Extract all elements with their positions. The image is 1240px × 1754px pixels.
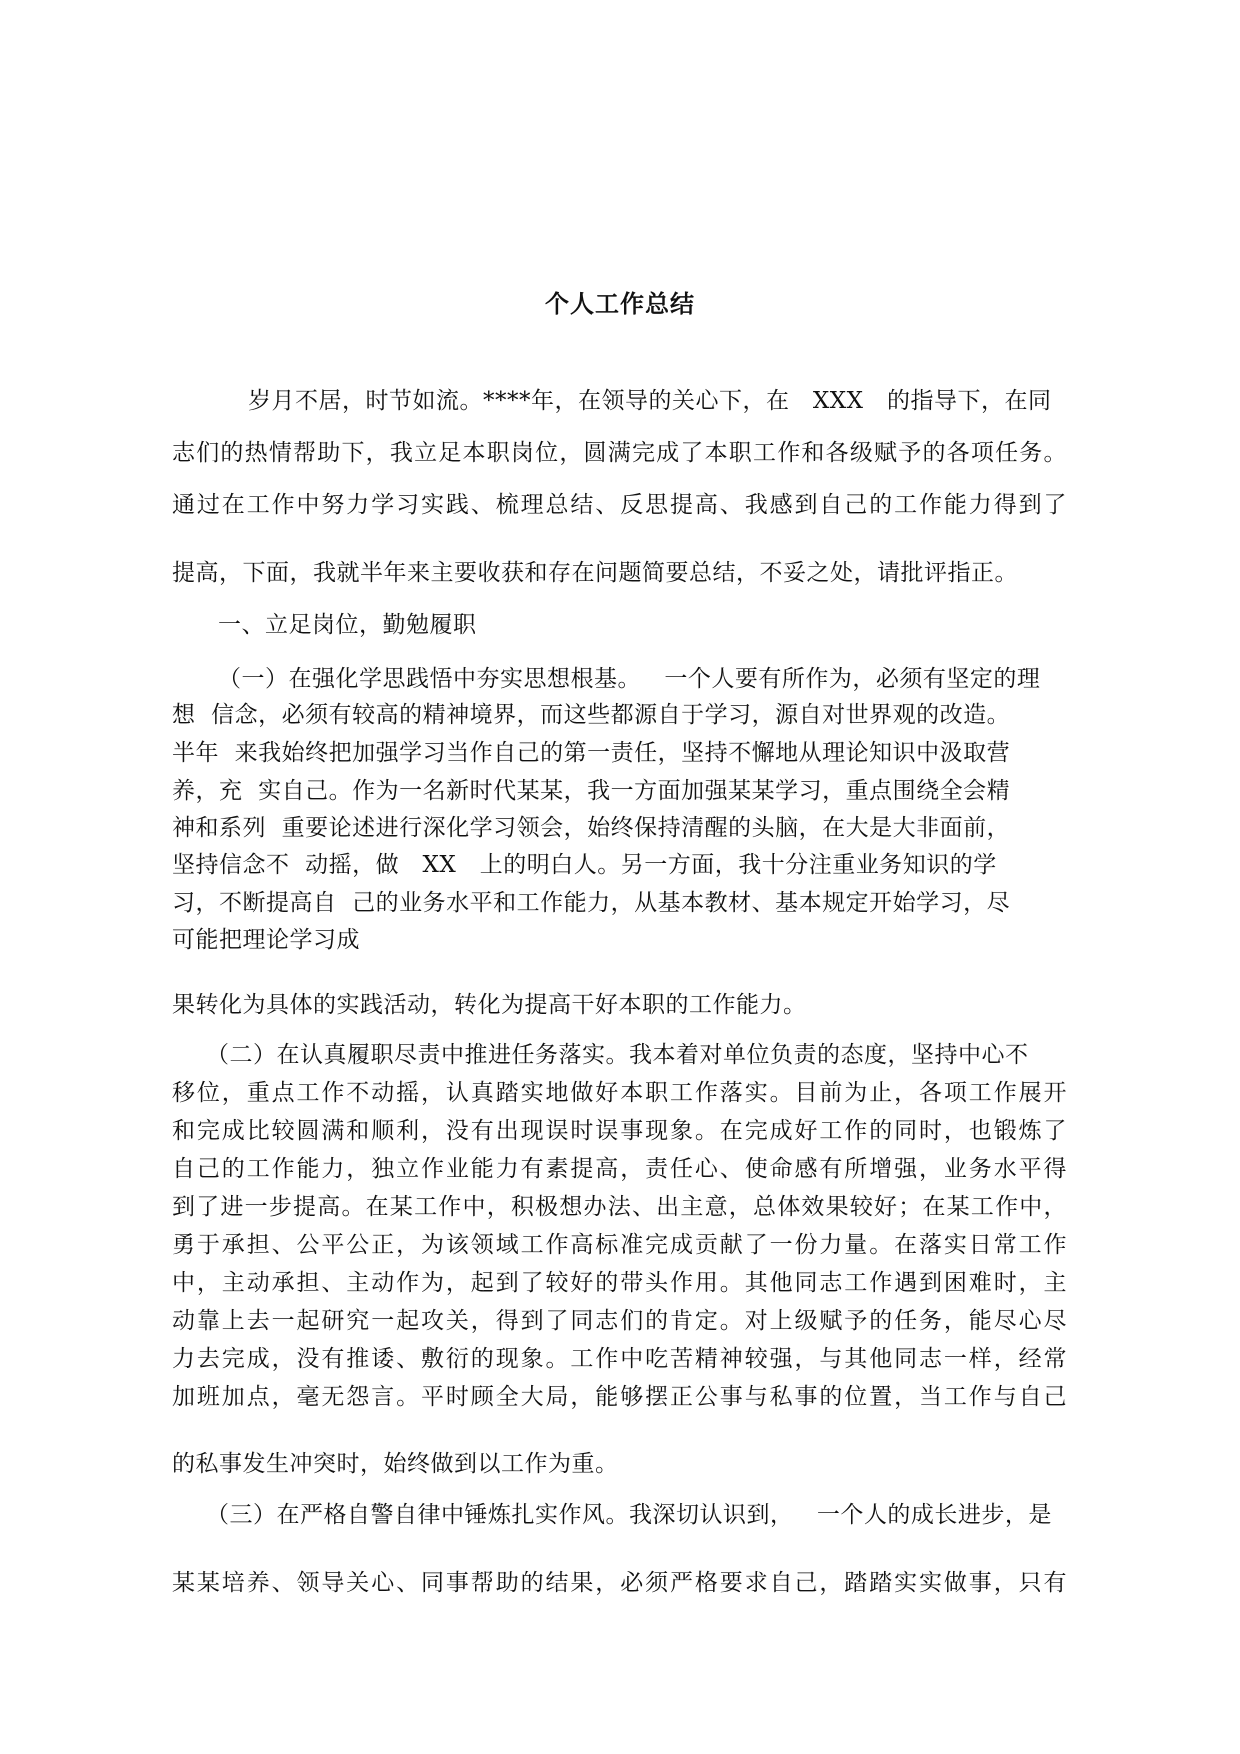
text-line: 加班加点，毫无怨言。平时顾全大局，能够摆正公事与私事的位置，当工作与自己 bbox=[172, 1384, 1067, 1410]
document-title: 个人工作总结 bbox=[545, 290, 695, 318]
text-line: 神和系列 重要论述进行深化学习领会，始终保持清醒的头脑，在大是大非面前， bbox=[172, 815, 1011, 841]
text-line: 动靠上去一起研究一起攻关，得到了同志们的肯定。对上级赋予的任务，能尽心尽 bbox=[172, 1308, 1067, 1334]
text-line: 坚持信念不 动摇，做 XX 上的明白人。另一方面，我十分注重业务知识的学 bbox=[172, 852, 997, 878]
text-line: （二）在认真履职尽责中推进任务落实。我本着对单位负责的态度，坚持中心不 bbox=[206, 1042, 1029, 1068]
section-heading: 一、立足岗位，勤勉履职 bbox=[218, 612, 477, 638]
text-line: 岁月不居，时节如流。****年，在领导的关心下，在 XXX 的指导下，在同 bbox=[248, 388, 1052, 414]
text-line: 半年 来我始终把加强学习当作自己的第一责任，坚持不懈地从理论知识中汲取营 bbox=[172, 740, 1011, 766]
text-line: 通过在工作中努力学习实践、梳理总结、反思提高、我感到自己的工作能力得到了 bbox=[172, 492, 1067, 518]
text-line: 可能把理论学习成 bbox=[172, 927, 360, 953]
text-line: 果转化为具体的实践活动，转化为提高干好本职的工作能力。 bbox=[172, 992, 807, 1018]
text-line: 习，不断提高自 己的业务水平和工作能力，从基本教材、基本规定开始学习，尽 bbox=[172, 890, 1011, 916]
text-line: 的私事发生冲突时，始终做到以工作为重。 bbox=[172, 1451, 619, 1477]
text-line: （三）在严格自警自律中锤炼扎实作风。我深切认识到， 一个人的成长进步，是 bbox=[206, 1502, 1052, 1528]
text-line: 提高，下面，我就半年来主要收获和存在问题简要总结，不妥之处，请批评指正。 bbox=[172, 560, 1018, 586]
text-line: （一）在强化学思践悟中夯实思想根基。 一个人要有所作为，必须有坚定的理 bbox=[218, 666, 1041, 692]
text-line: 自己的工作能力，独立作业能力有素提高，责任心、使命感有所增强，业务水平得 bbox=[172, 1156, 1067, 1182]
text-line: 到了进一步提高。在某工作中，积极想办法、出主意，总体效果较好；在某工作中， bbox=[172, 1194, 1067, 1220]
text-line: 勇于承担、公平公正，为该领域工作高标准完成贡献了一份力量。在落实日常工作 bbox=[172, 1232, 1067, 1258]
text-line: 养，充 实自己。作为一名新时代某某，我一方面加强某某学习，重点围绕全会精 bbox=[172, 778, 1011, 804]
text-line: 某某培养、领导关心、同事帮助的结果，必须严格要求自己，踏踏实实做事，只有 bbox=[172, 1570, 1067, 1596]
text-line: 和完成比较圆满和顺利，没有出现误时误事现象。在完成好工作的同时，也锻炼了 bbox=[172, 1118, 1067, 1144]
text-line: 中，主动承担、主动作为，起到了较好的带头作用。其他同志工作遇到困难时，主 bbox=[172, 1270, 1067, 1296]
text-line: 力去完成，没有推诿、敷衍的现象。工作中吃苦精神较强，与其他同志一样，经常 bbox=[172, 1346, 1067, 1372]
text-line: 移位，重点工作不动摇，认真踏实地做好本职工作落实。目前为止，各项工作展开 bbox=[172, 1080, 1067, 1106]
text-line: 志们的热情帮助下，我立足本职岗位，圆满完成了本职工作和各级赋予的各项任务。 bbox=[172, 440, 1067, 466]
text-line: 想 信念，必须有较高的精神境界，而这些都源自于学习，源自对世界观的改造。 bbox=[172, 702, 1011, 728]
